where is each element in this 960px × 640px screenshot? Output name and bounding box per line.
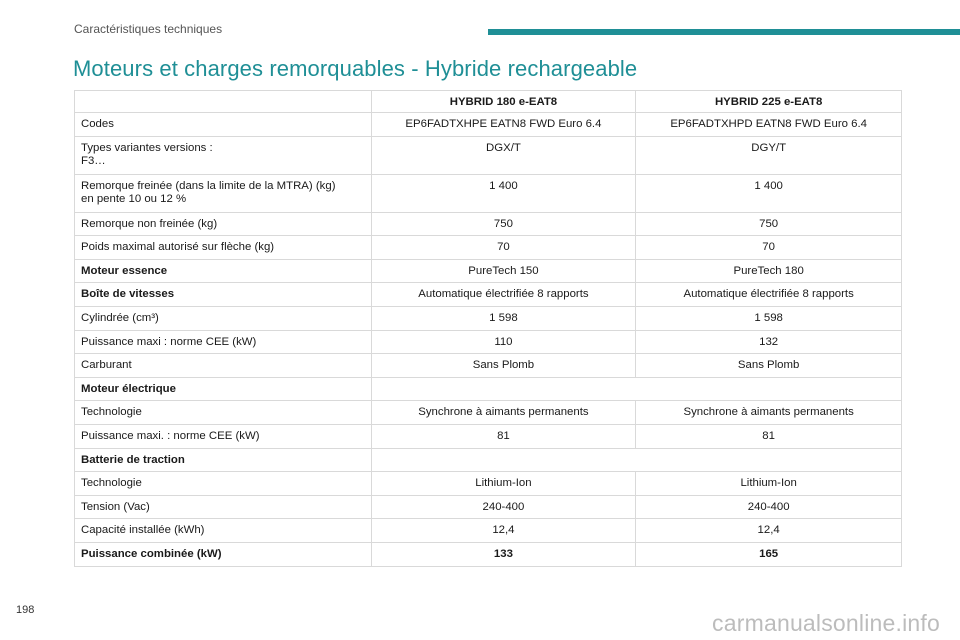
row-value: 81 [371,424,636,448]
row-value: 12,4 [371,519,636,543]
column-header-hybrid-180: HYBRID 180 e-EAT8 [371,91,636,113]
row-label: Puissance maxi. : norme CEE (kW) [75,424,372,448]
table-row [75,113,902,137]
row-value: 750 [636,212,902,236]
row-label: Poids maximal autorisé sur flèche (kg) [75,236,372,260]
row-value: Synchrone à aimants permanents [371,401,636,425]
table-row [75,212,902,236]
table-row [75,472,902,496]
table-section-row [75,377,902,401]
row-value: Lithium-Ion [636,472,902,496]
table-row [75,259,902,283]
row-label: Capacité installée (kWh) [75,519,372,543]
row-value: 240-400 [371,495,636,519]
row-label-line: Remorque freinée (dans la limite de la MTRA) (kg) [81,179,336,192]
table-row [75,236,902,260]
row-value: Lithium-Ion [371,472,636,496]
column-header-hybrid-225: HYBRID 225 e-EAT8 [636,91,902,113]
row-value: 12,4 [636,519,902,543]
column-header-empty [75,91,372,113]
header-accent-bar [488,29,960,35]
table-row [75,354,902,378]
row-value: 70 [371,236,636,260]
row-value: DGY/T [636,136,902,174]
table-section-row [75,448,902,472]
row-label: Puissance maxi : norme CEE (kW) [75,330,372,354]
spec-table [74,90,902,567]
row-label [75,136,372,174]
row-label: Technologie [75,401,372,425]
row-value: DGX/T [371,136,636,174]
row-label: Remorque non freinée (kg) [75,212,372,236]
row-label: Boîte de vitesses [75,283,372,307]
row-value: 1 400 [636,174,902,212]
table-row [75,519,902,543]
row-label: Technologie [75,472,372,496]
row-value: Automatique électrifiée 8 rapports [636,283,902,307]
section-empty-cell [371,377,901,401]
section-header: Caractéristiques techniques [74,22,223,36]
section-label: Moteur électrique [75,377,372,401]
row-label: Codes [75,113,372,137]
section-label: Batterie de traction [75,448,372,472]
row-value: Sans Plomb [636,354,902,378]
page-number: 198 [16,604,35,616]
row-label: Cylindrée (cm³) [75,306,372,330]
table-row [75,424,902,448]
table-row [75,174,902,212]
table-row [75,306,902,330]
row-value: 132 [636,330,902,354]
table-row [75,401,902,425]
row-label: Puissance combinée (kW) [75,542,372,566]
row-value: 133 [371,542,636,566]
row-value: EP6FADTXHPD EATN8 FWD Euro 6.4 [636,113,902,137]
row-label [75,174,372,212]
row-label-line: Types variantes versions : [81,141,213,154]
row-label: Carburant [75,354,372,378]
row-value: 240-400 [636,495,902,519]
row-value: PureTech 180 [636,259,902,283]
row-value: Synchrone à aimants permanents [636,401,902,425]
page-title: Moteurs et charges remorquables - Hybride rechargeable [73,56,638,81]
row-label: Tension (Vac) [75,495,372,519]
table-row [75,136,902,174]
section-empty-cell [371,448,901,472]
row-label-line: en pente 10 ou 12 % [81,192,187,205]
row-value: 81 [636,424,902,448]
row-value: 1 598 [636,306,902,330]
table-row [75,283,902,307]
table-row [75,330,902,354]
watermark: carmanualsonline.info [712,610,940,636]
table-row [75,495,902,519]
row-value: EP6FADTXHPE EATN8 FWD Euro 6.4 [371,113,636,137]
row-label-line: F3… [81,154,106,167]
row-value: Sans Plomb [371,354,636,378]
row-value: 1 598 [371,306,636,330]
row-value: 70 [636,236,902,260]
row-label: Moteur essence [75,259,372,283]
row-value: 750 [371,212,636,236]
table-header-row [75,91,902,113]
row-value: Automatique électrifiée 8 rapports [371,283,636,307]
row-value: PureTech 150 [371,259,636,283]
row-value: 1 400 [371,174,636,212]
row-value: 165 [636,542,902,566]
row-value: 110 [371,330,636,354]
table-row-total [75,542,902,566]
